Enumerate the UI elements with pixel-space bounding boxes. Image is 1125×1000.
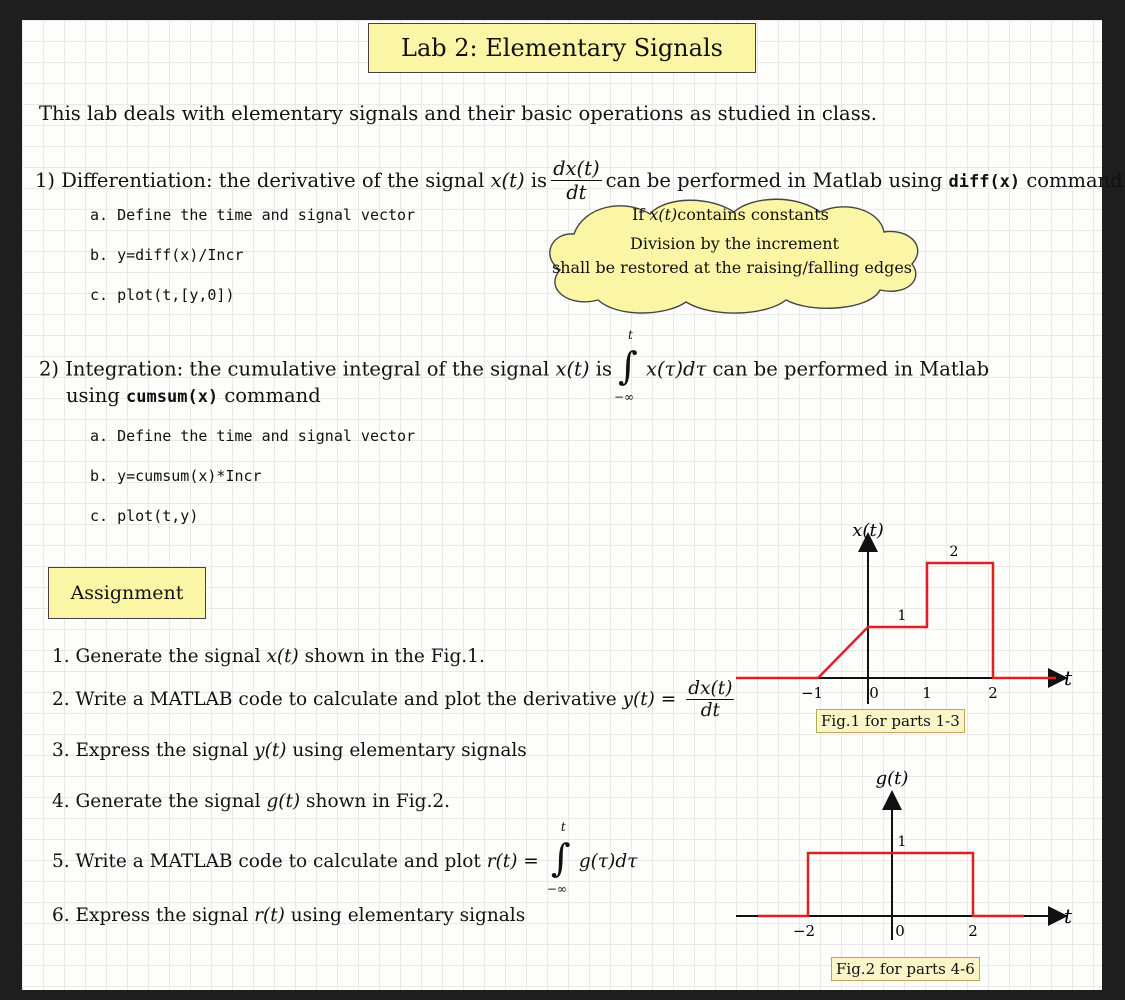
task-6: 6. Express the signal r(t) using elementary signals <box>52 905 526 926</box>
section2-line2: using cumsum(x) command <box>66 384 321 407</box>
integral-upper-limit: t <box>627 328 633 342</box>
section2-signal: x(t) <box>555 357 590 381</box>
cloud-line-2: Division by the increment <box>630 234 839 253</box>
task-4: 4. Generate the signal g(t) shown in Fig.2. <box>52 791 451 812</box>
section1-step-b: b. y=diff(x)/Incr <box>90 246 244 264</box>
section1-tail: command <box>1020 168 1123 192</box>
figure-2 <box>722 760 1092 960</box>
task5-integral-symbol: ∫ t −∞ <box>546 820 571 896</box>
fig1-level-2: 2 <box>949 544 959 560</box>
integrand: x(τ)dτ <box>645 357 707 381</box>
task-3: 3. Express the signal y(t) using elementary signals <box>52 740 527 761</box>
section2-step-a: a. Define the time and signal vector <box>90 427 416 445</box>
integral-lower-limit: −∞ <box>613 390 635 404</box>
cloud-signal: x(t) <box>649 205 678 224</box>
diff-command: diff(x) <box>948 171 1021 192</box>
fig2-level-1: 1 <box>897 834 907 850</box>
section1-mid: can be performed in Matlab using <box>605 168 949 192</box>
task-1: 1. Generate the signal x(t) shown in the Fig.1. <box>52 646 485 667</box>
cloud-line-1: If x(t)contains constants <box>632 205 829 224</box>
fig1-tick-neg1: −1 <box>800 684 824 702</box>
cumsum-command: cumsum(x) <box>126 387 219 407</box>
section1-step-a: a. Define the time and signal vector <box>90 206 416 224</box>
section2-step-b: b. y=cumsum(x)*Incr <box>90 467 262 485</box>
fig1-tick-1: 1 <box>922 684 932 702</box>
fig2-x-label: t <box>1064 904 1073 928</box>
task2-fraction: $\frac{dx(t)}{dt}$ <box>688 678 733 722</box>
section1-lead: 1) Differentiation: the derivative of the signal <box>35 168 491 192</box>
fig1-y-label: x(t) <box>852 520 884 541</box>
fig2-tick-neg2: −2 <box>792 922 816 940</box>
fraction-denominator: dt <box>566 181 587 205</box>
section2-lead: 2) Integration: the cumulative integral of the signal <box>39 357 556 381</box>
section1-step-c: c. plot(t,[y,0]) <box>90 286 235 304</box>
section2-tail: can be performed in Matlab <box>706 357 990 381</box>
fig1-caption: Fig.1 for parts 1-3 <box>816 709 965 733</box>
section2-step-c: c. plot(t,y) <box>90 507 199 525</box>
task-5: 5. Write a MATLAB code to calculate and plot r(t) = ∫ t −∞ g(τ)dτ <box>52 820 638 896</box>
fig1-tick-0: 0 <box>869 684 879 702</box>
page-title: Lab 2: Elementary Signals <box>368 23 756 73</box>
assignment-label: Assignment <box>48 567 206 619</box>
task-2: 2. Write a MATLAB code to calculate and plot the derivative y(t) = $\frac{dx(t)}{dt}$ <box>52 678 733 722</box>
fig2-caption: Fig.2 for parts 4-6 <box>831 957 980 981</box>
fig1-tick-2: 2 <box>988 684 998 702</box>
fig1-x-label: t <box>1064 666 1073 690</box>
fig1-signal-line <box>736 563 1056 678</box>
section1-is: is <box>524 168 548 192</box>
document-page <box>22 20 1123 990</box>
fig2-tick-0: 0 <box>895 922 905 940</box>
section2-is: is <box>589 357 612 381</box>
integral-symbol: ∫ t −∞ <box>613 328 638 404</box>
fig1-level-1: 1 <box>897 608 907 624</box>
fig2-tick-2: 2 <box>968 922 978 940</box>
cloud-line-3: shall be restored at the raising/falling edges <box>552 258 912 277</box>
fig2-y-label: g(t) <box>875 768 909 789</box>
intro-text: This lab deals with elementary signals and their basic operations as studied in class. <box>39 102 877 125</box>
fraction-numerator: dx(t) <box>553 157 600 180</box>
section1-signal: x(t) <box>490 168 525 192</box>
